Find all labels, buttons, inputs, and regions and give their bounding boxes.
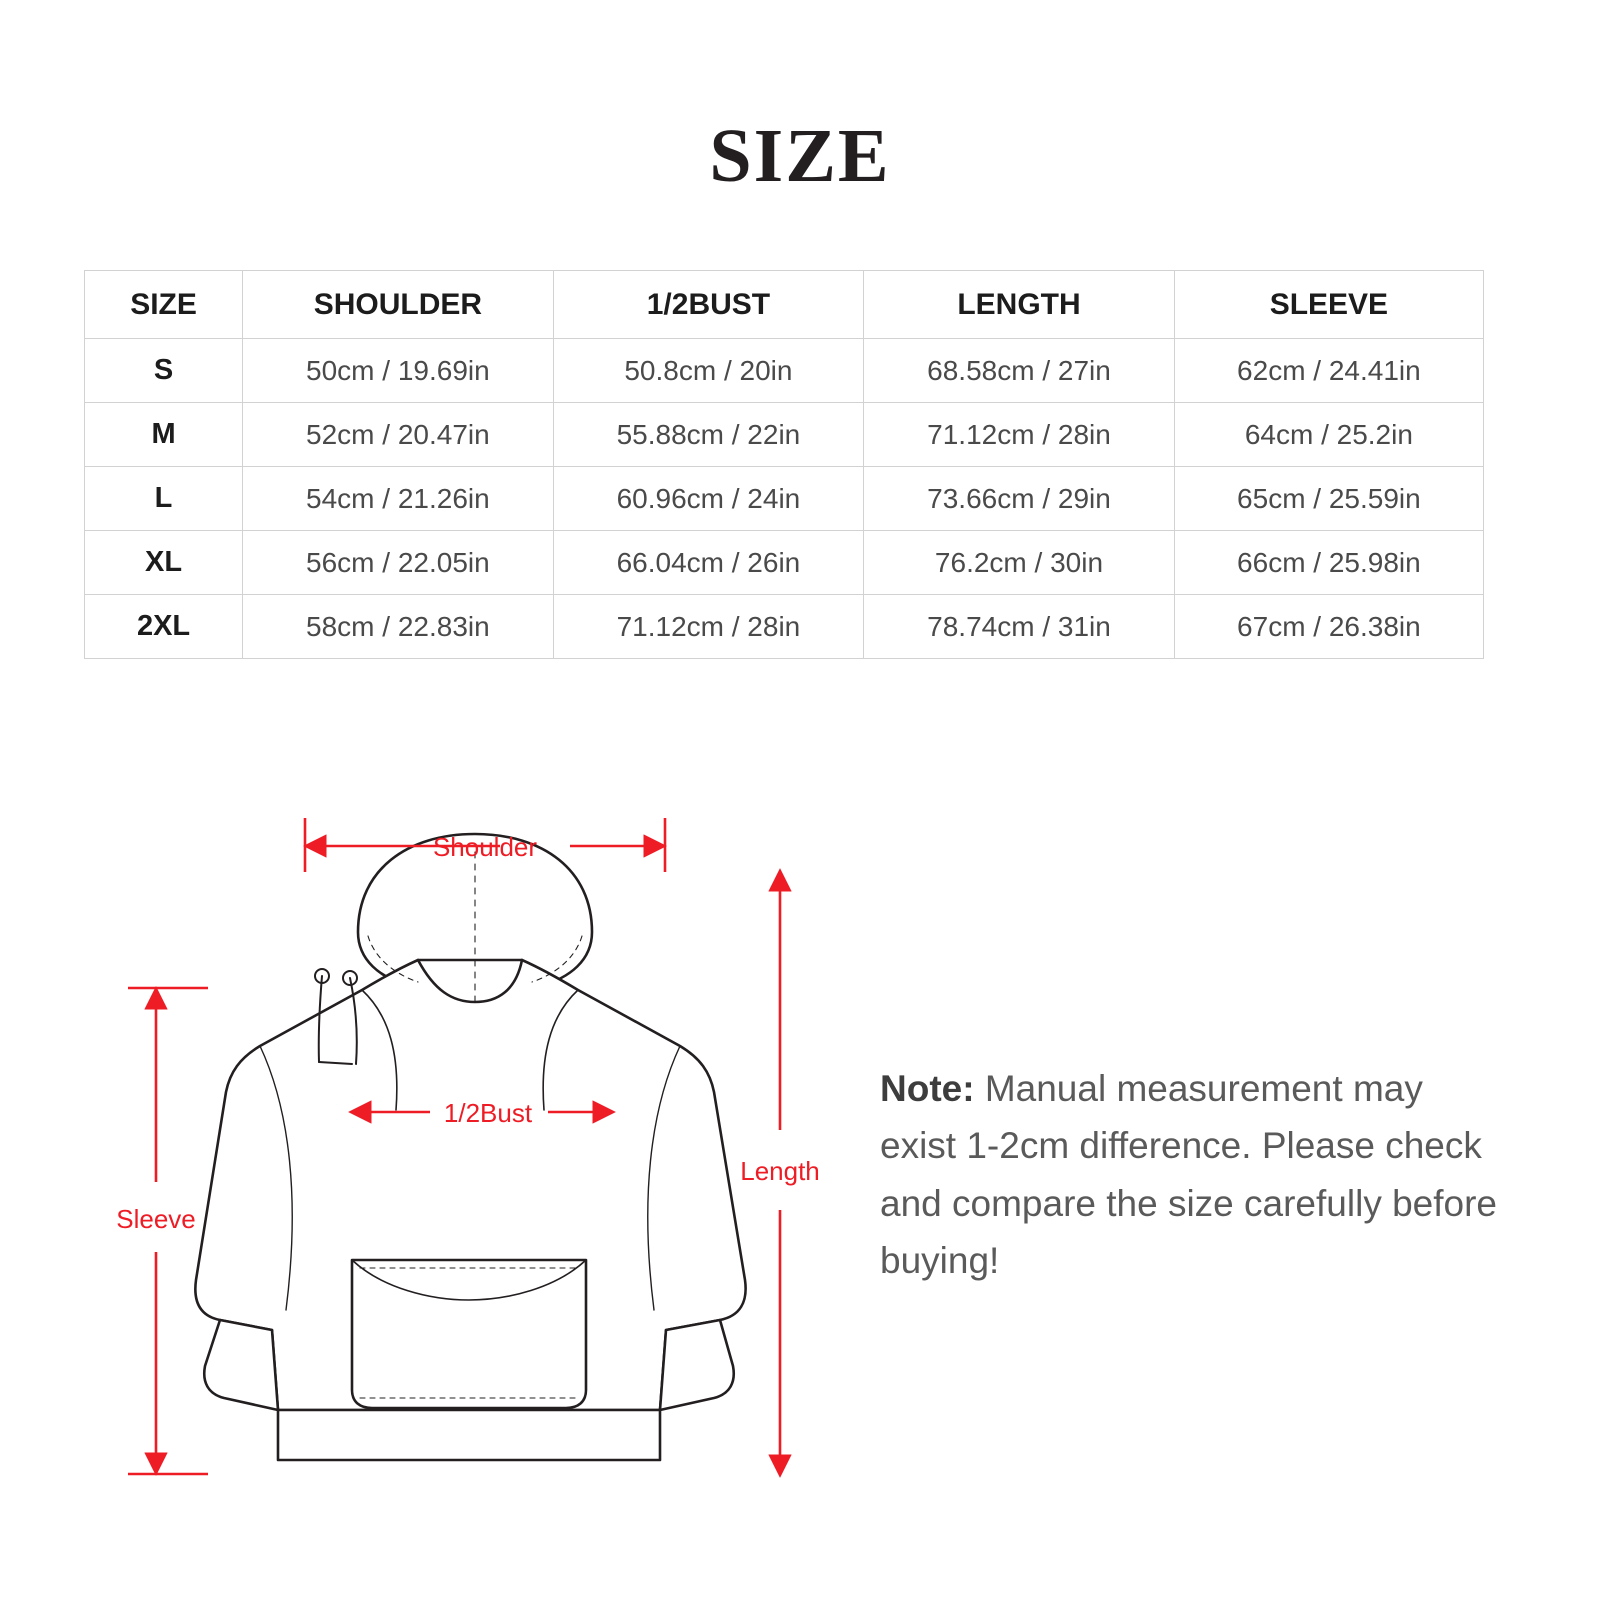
cell-shoulder: 58cm / 22.83in <box>243 595 554 659</box>
column-header-shoulder: SHOULDER <box>243 271 554 339</box>
hoodie-measurement-diagram <box>100 810 840 1510</box>
cell-shoulder: 56cm / 22.05in <box>243 531 554 595</box>
cell-half-bust: 71.12cm / 28in <box>553 595 864 659</box>
cell-length: 68.58cm / 27in <box>864 339 1175 403</box>
length-label: Length <box>740 1156 820 1186</box>
column-header-size: SIZE <box>85 271 243 339</box>
cell-shoulder: 50cm / 19.69in <box>243 339 554 403</box>
cell-sleeve: 64cm / 25.2in <box>1174 403 1483 467</box>
hoodie-illustration <box>195 834 745 1460</box>
table-row <box>85 531 1484 595</box>
page-title: SIZE <box>709 114 891 198</box>
cell-shoulder: 52cm / 20.47in <box>243 403 554 467</box>
table-row <box>85 595 1484 659</box>
cell-size: 2XL <box>85 595 243 659</box>
size-table <box>84 270 1484 659</box>
cell-size: M <box>85 403 243 467</box>
size-table-container <box>84 270 1484 659</box>
column-header-half-bust: 1/2BUST <box>553 271 864 339</box>
sleeve-label: Sleeve <box>116 1204 196 1234</box>
column-header-length: LENGTH <box>864 271 1175 339</box>
left-cuff <box>204 1320 278 1410</box>
note-label: Note: <box>880 1068 975 1109</box>
table-row <box>85 403 1484 467</box>
cell-half-bust: 66.04cm / 26in <box>553 531 864 595</box>
cell-half-bust: 60.96cm / 24in <box>553 467 864 531</box>
cell-length: 76.2cm / 30in <box>864 531 1175 595</box>
hem-band <box>278 1410 660 1460</box>
cell-sleeve: 66cm / 25.98in <box>1174 531 1483 595</box>
cell-sleeve: 65cm / 25.59in <box>1174 467 1483 531</box>
table-row <box>85 467 1484 531</box>
right-cuff <box>660 1320 734 1410</box>
column-header-sleeve: SLEEVE <box>1174 271 1483 339</box>
table-header-row <box>85 271 1484 339</box>
cell-half-bust: 55.88cm / 22in <box>553 403 864 467</box>
table-row <box>85 339 1484 403</box>
shoulder-label: Shoulder <box>432 832 538 862</box>
cell-length: 78.74cm / 31in <box>864 595 1175 659</box>
cell-length: 71.12cm / 28in <box>864 403 1175 467</box>
cell-length: 73.66cm / 29in <box>864 467 1175 531</box>
cell-half-bust: 50.8cm / 20in <box>553 339 864 403</box>
cell-size: XL <box>85 531 243 595</box>
cell-size: S <box>85 339 243 403</box>
cell-sleeve: 62cm / 24.41in <box>1174 339 1483 403</box>
half-bust-label: 1/2Bust <box>443 1098 533 1128</box>
cell-size: L <box>85 467 243 531</box>
note-text: Manual measurement may exist 1-2cm difference. Please check and compare the size carefully before buying! <box>880 1068 1498 1282</box>
cell-shoulder: 54cm / 21.26in <box>243 467 554 531</box>
measurement-note <box>880 1060 1500 1289</box>
cell-sleeve: 67cm / 26.38in <box>1174 595 1483 659</box>
